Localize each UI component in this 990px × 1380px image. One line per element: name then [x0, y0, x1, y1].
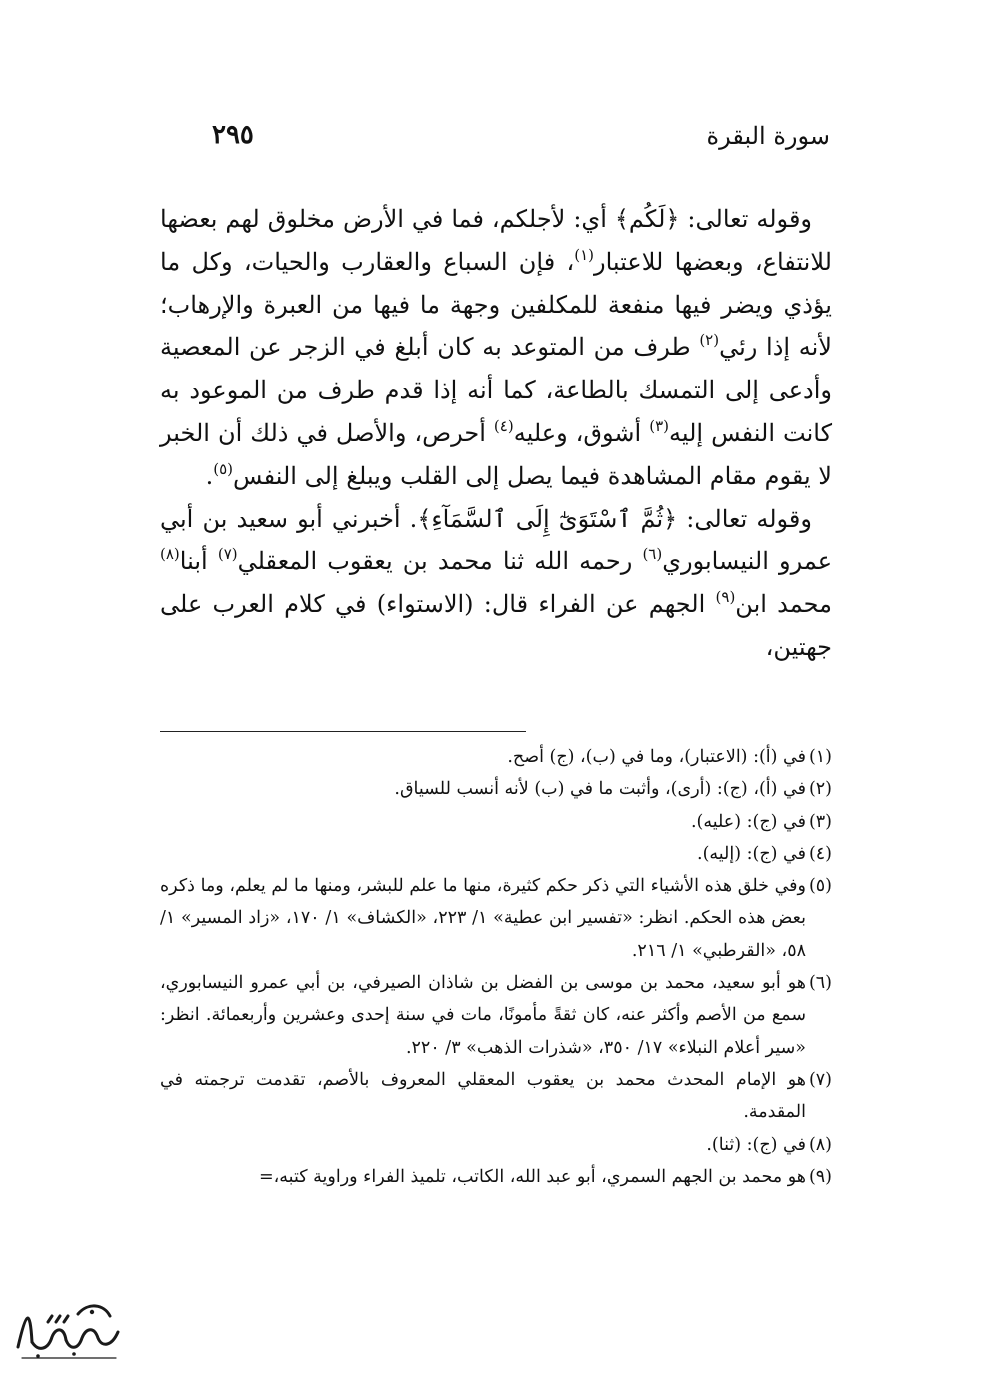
text-segment: .	[205, 461, 214, 490]
text-segment: ، فإن السباع والعقارب والحيات، وكل ما يؤذي ويضر فيها منفعة للمكلفين وجهة ما فيها من العبرة والإرهاب؛ لأنه إذا رئي	[160, 247, 832, 362]
footnote	[160, 1129, 832, 1161]
footnote	[160, 838, 832, 870]
page-number: ٢٩٥	[212, 120, 254, 150]
footnote	[160, 1064, 832, 1129]
footnote-text: في (أ)، (ج): (أرى)، وأثبت ما في (ب) لأنه أنسب للسياق.	[394, 779, 806, 800]
footnote-mark: (٧)	[217, 545, 238, 564]
footnote	[160, 967, 832, 1064]
footnote	[160, 1161, 832, 1193]
footnote	[160, 870, 832, 967]
footnote-number: (٩)	[808, 1166, 832, 1187]
footnote-text: في (أ): (الاعتبار)، وما في (ب)، (ج) أصح.	[507, 747, 806, 767]
footnote-number: (٥)	[808, 876, 832, 897]
footnote-separator	[160, 731, 526, 732]
footnote-number: (٨)	[808, 1134, 832, 1155]
footnote-mark: (٣)	[649, 416, 669, 435]
footnotes	[160, 741, 832, 1193]
footnote-number: (٤)	[808, 843, 832, 864]
footnote-mark: (٢)	[699, 331, 720, 350]
footnote-text: هو الإمام المحدث محمد بن يعقوب المعقلي المعروف بالأصم، تقدمت ترجمته في المقدمة.	[160, 1069, 806, 1123]
footnote-number: (٧)	[808, 1069, 832, 1090]
footnote-mark: (٥)	[213, 459, 233, 478]
main-text	[160, 198, 832, 669]
footnote-text: في (ج): (ثنا).	[706, 1134, 806, 1155]
footnote-mark: (٨)	[160, 545, 180, 564]
footnote-mark: (١)	[574, 245, 594, 264]
footnote-text: هو محمد بن الجهم السمري، أبو عبد الله، الكاتب، تلميذ الفراء وراوية كتبه،=	[258, 1166, 806, 1187]
paragraph-2	[160, 498, 832, 669]
footnote-text: في (ج): (عليه).	[690, 811, 806, 832]
text-segment: رحمه الله ثنا محمد بن يعقوب المعقلي	[237, 547, 643, 576]
footnote	[160, 806, 832, 838]
text-segment: محمد ابن	[735, 590, 832, 619]
footnote-number: (٢)	[808, 779, 832, 800]
footnote	[160, 773, 832, 805]
footnote-mark: (٩)	[715, 588, 736, 607]
text-segment: وقوله تعالى: ﴿ثُمَّ ٱسْتَوَىٰٓ إِلَى ٱلسَّمَآءِ﴾. أخبرني أبو سعيد بن أبي عمرو النيسابوري	[160, 504, 833, 576]
text-segment: أشوق، وعليه	[513, 418, 650, 447]
surah-title: سورة البقرة	[706, 122, 830, 150]
footnote-text: في (ج): (إليه).	[697, 843, 806, 864]
footnote-mark: (٤)	[493, 416, 514, 435]
footnote-number: (١)	[808, 747, 832, 767]
footnote-text: هو أبو سعيد، محمد بن موسى بن الفضل بن شاذان الصيرفي، بن أبي عمرو النيسابوري، سمع من الأصم وأكثر عنه، كان ثقةً مأمونًا، مات في سنة إحدى وعشرين وأربعمائة. انظر: «سير أعلام النبلاء» ١٧/ ٣٥٠، «شذرات الذهب» ٣/ ٢٢٠.	[160, 973, 806, 1058]
text-segment: طرف من المتوعد به كان أبلغ في الزجر عن المعصية وأدعى إلى التمسك بالطاعة، كما أنه إذا قدم طرف من الموعود به كانت النفس إليه	[160, 333, 833, 447]
text-segment: أبنا	[179, 547, 218, 576]
footnote-number: (٦)	[808, 973, 832, 994]
text-segment: أحرص، والأصل في ذلك أن الخبر لا يقوم مقام المشاهدة فيما يصل إلى القلب ويبلغ إلى النفس	[160, 418, 832, 490]
footnote-number: (٣)	[808, 811, 832, 832]
footnote-text: وفي خلق هذه الأشياء التي ذكر حكم كثيرة، منها ما علم للبشر، ومنها ما لم يعلم، وما ذكره بعض هذه الحكم. انظر: «تفسير ابن عطية» ١/ ٢٢٣، «الكشاف» ١/ ١٧٠، «زاد المسير» ١/ ٥٨، «القرطبي» ١/ ٢١٦.	[160, 876, 806, 961]
footnote-mark: (٦)	[642, 545, 663, 564]
running-header	[160, 122, 830, 162]
footnote	[160, 741, 832, 773]
library-logo	[8, 1292, 128, 1370]
text-segment: الجهم عن الفراء قال: (الاستواء) في كلام العرب على جهتين،	[160, 590, 832, 661]
text-segment: وقوله تعالى: ﴿لَكُم﴾ أي: لأجلكم، فما في الأرض مخلوق لهم بعضها للانتفاع، وبعضها للاعتبار	[160, 205, 832, 276]
paragraph-1	[160, 198, 832, 498]
